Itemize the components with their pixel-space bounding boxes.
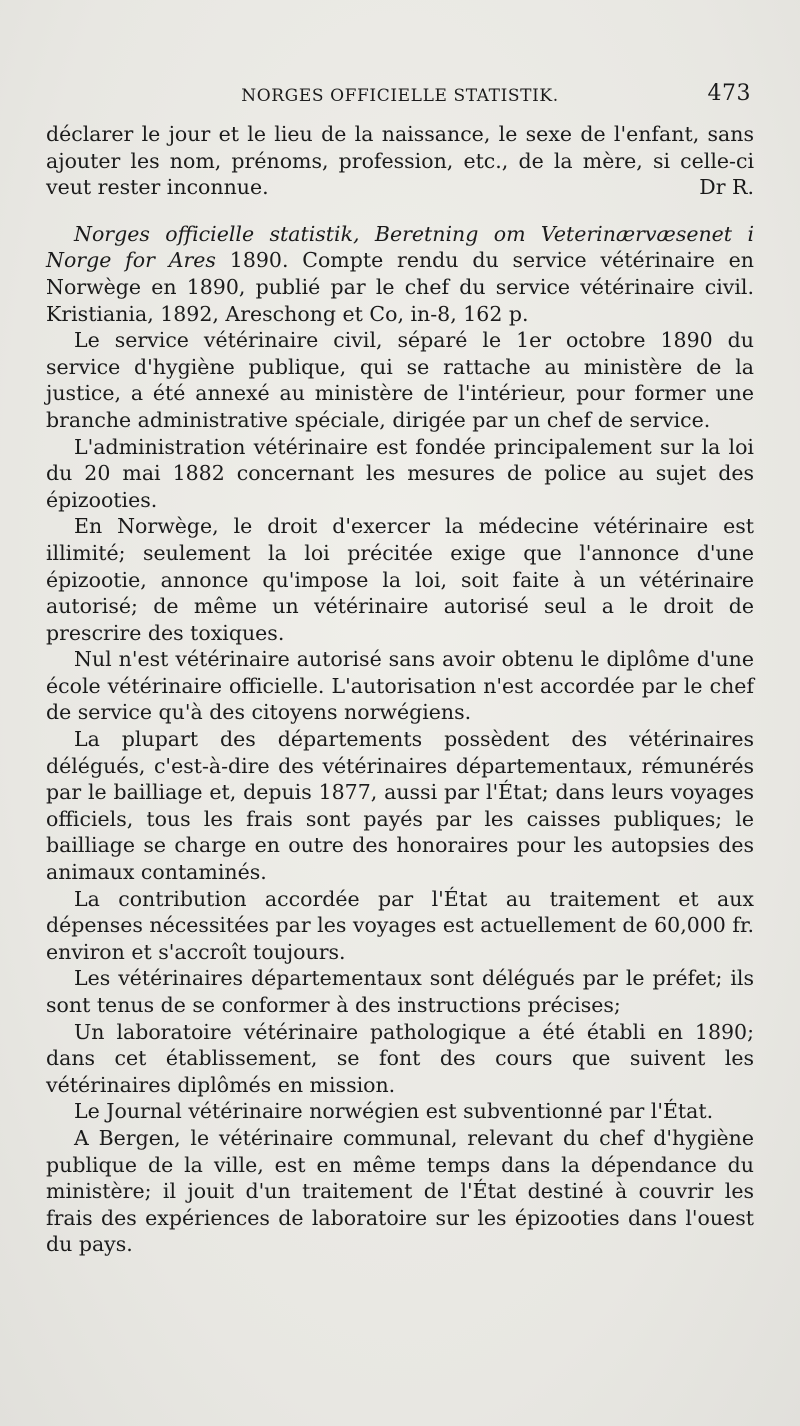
paragraph: A Bergen, le vétérinaire communal, relevant du chef d'hygiène publique de la ville, est en même temps dans la dépendance du ministère; il jouit d'un traitement de l'État destiné à couvrir les frais des expériences de laboratoire sur les épizooties dans l'ouest du pays. [46,1125,754,1257]
paragraph: Les vétérinaires départementaux sont délégués par le préfet; ils sont tenus de se conformer à des instructions précises; [46,966,754,1017]
paragraph: Le service vétérinaire civil, séparé le 1er octobre 1890 du service d'hygiène publique, qui se rattache au ministère de la justice, a été annexé au ministère de l'intérieur, pour former une branche administrative spéciale, dirigée par un chef de service. [46,328,754,432]
paragraph: La contribution accordée par l'État au traitement et aux dépenses nécessitées par les voyages est actuellement de 60,000 fr. environ et s'accroît toujours. [46,886,755,964]
page-number: 473 [707,81,751,106]
paragraph: L'administration vétérinaire est fondée principalement sur la loi du 20 mai 1882 concernant les mesures de police au sujet des épizooties. [46,434,754,512]
paragraph: Nul n'est vétérinaire autorisé sans avoir obtenu le diplôme d'une école vétérinaire officielle. L'autorisation n'est accordée par le chef de service qu'à des citoyens norwégiens. [46,647,754,725]
paragraph: Un laboratoire vétérinaire pathologique a été établi en 1890; dans cet établissement, se font des cours que suivent les vétérinaires diplômés en mission. [46,1019,754,1097]
header-title: NORGES OFFICIELLE STATISTIK. [241,86,559,106]
body-text [46,121,754,1258]
review-citation [46,221,754,327]
running-header [46,81,754,117]
review-rest: 1890. Compte rendu du service vétérinaire en Norwège en 1890, publié par le chef du service vétérinaire civil. Kristiania, 1892, Areschong et Co, in-8, 162 p. [46,248,754,326]
paragraph: Le Journal vétérinaire norwégien est subventionné par l'État. [74,1099,714,1124]
review-title: Norges officielle statistik, Beretning om Veterinærvæsenet i Norge for Ares [46,221,754,273]
signature: Dr R. [699,175,754,200]
paragraph: En Norwège, le droit d'exercer la médecine vétérinaire est illimité; seulement la loi précitée exige que l'annonce d'une épizootie, annonce qu'impose la loi, soit faite à un vétérinaire autorisé; de même un vétérinaire autorisé seul a le droit de prescrire des toxiques. [46,514,754,645]
paragraph: La plupart des départements possèdent des vétérinaires délégués, c'est-à-dire des vétérinaires départementaux, rémunérés par le bailliage et, depuis 1877, aussi par l'État; dans leurs voyages officiels, tous les frais sont payés par les caisses publiques; le bailliage se charge en outre des honoraires pour les autopsies des animaux contaminés. [46,727,754,885]
paragraph-text: déclarer le jour et le lieu de la naissance, le sexe de l'enfant, sans ajouter les nom, prénoms, profession, etc., de la mère, si celle-ci veut rester inconnue. [46,122,754,200]
paragraph-continuation [46,121,754,201]
